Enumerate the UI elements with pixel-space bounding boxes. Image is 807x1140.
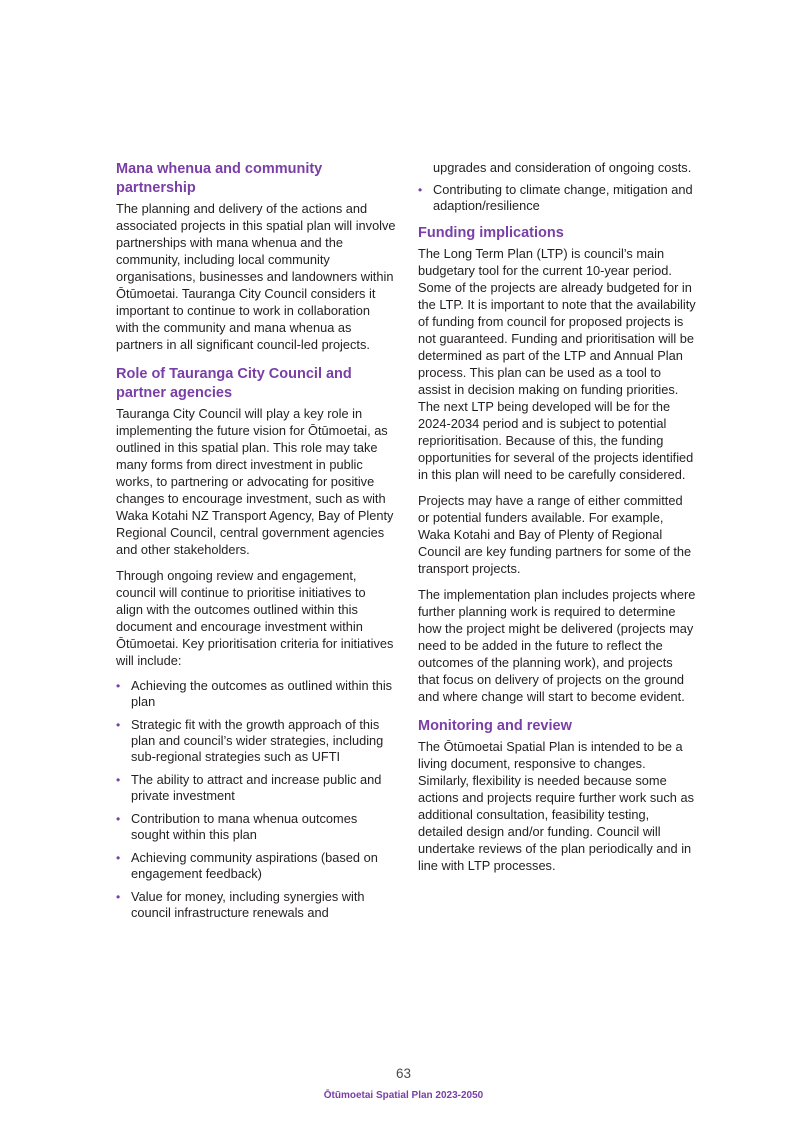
list-item: • Achieving the outcomes as outlined within this plan (116, 678, 393, 709)
page-number: 63 (395, 1066, 412, 1081)
list-item: • The ability to attract and increase public and private investment (116, 772, 382, 803)
left-column (116, 160, 396, 931)
list-item: • Contribution to mana whenua outcomes sought within this plan (116, 811, 358, 842)
list-item: • Value for money, including synergies with council infrastructure renewals and (116, 889, 365, 920)
bullet-icon: • (116, 890, 121, 904)
bullet-icon: • (116, 773, 121, 787)
paragraph-monitoring: The Ōtūmoetai Spatial Plan is intended to be a living document, responsive to changes. Similarly, flexibility is needed because some actions and projects require further work such as additional consultation, feasibility testing, detailed design and/or funding. Council will undertake reviews of the plan periodically and in line with LTP processes. (418, 739, 694, 873)
paragraph-funders: Projects may have a range of either committed or potential funders available. For example, Waka Kotahi and Bay of Plenty of Regional Council are key funding partners for some of the transport projects. (418, 493, 692, 576)
bullet-icon: • (116, 679, 121, 693)
heading-role-council: Role of Tauranga City Council and partner agencies (116, 366, 352, 401)
paragraph-prioritisation: Through ongoing review and engagement, council will continue to prioritise initiatives to align with the outcomes outlined within this document and encourage investment within Ōtūmoetai. Key prioritisation criteria for initiatives will include: (116, 568, 394, 668)
bullet-icon: • (116, 812, 121, 826)
list-continuation: upgrades and consideration of ongoing costs. (433, 160, 692, 175)
list-item: • Contributing to climate change, mitigation and adaption/resilience (418, 182, 693, 213)
heading-mana-whenua: Mana whenua and community partnership (116, 161, 323, 196)
list-item: • Strategic fit with the growth approach of this plan and council’s wider strategies, including sub-regional strategies such as UFTI (116, 717, 384, 764)
list-item: • Achieving community aspirations (based on engagement feedback) (116, 850, 378, 881)
heading-funding: Funding implications (418, 225, 564, 241)
right-column (418, 160, 696, 883)
paragraph-role-council: Tauranga City Council will play a key role in implementing the future vision for Ōtūmoetai, as outlined in this spatial plan. This role may take many forms from direct investment in public works, to partnering or advocating for positive changes to encourage investment, such as with Waka Kotahi NZ Transport Agency, Bay of Plenty Regional Council, central government agencies and other stakeholders. (116, 406, 394, 557)
paragraph-mana-whenua: The planning and delivery of the actions and associated projects in this spatial plan will involve partnerships with mana whenua and the community, including local community organisations, businesses and landowners within Ōtūmoetai. Tauranga City Council considers it important to continue to work in collaboration with the community and mana whenua as partners in all significant council-led projects. (116, 201, 396, 352)
document-title: Ōtūmoetai Spatial Plan 2023-2050 (323, 1090, 484, 1101)
bullet-icon: • (116, 851, 121, 865)
criteria-list (116, 678, 396, 921)
paragraph-funding-ltp: The Long Term Plan (LTP) is council’s main budgetary tool for the current 10-year period. Some of the projects are already budgeted for in the LTP. It is important to note that the availability of funding from council for proposed projects is not guaranteed. Funding and prioritisation will be determined as part of the LTP and Annual Plan process. This plan can be used as a tool to assist in decision making on funding priorities. The next LTP being developed will be for the 2024-2034 period and is subject to potential reprioritisation. Because of this, the funding opportunities for several of the projects identified in this plan will need to be carefully considered. (418, 246, 696, 482)
heading-monitoring: Monitoring and review (418, 718, 572, 734)
bullet-icon: • (116, 718, 121, 732)
criteria-list-continued (418, 182, 696, 214)
paragraph-implementation: The implementation plan includes projects where further planning work is required to determine how the project might be delivered (projects may need to be added in the future to reflect the outcomes of the planning work), and projects that focus on delivery of projects on the ground and where change will start to become evident. (418, 587, 696, 704)
bullet-icon: • (418, 183, 423, 197)
